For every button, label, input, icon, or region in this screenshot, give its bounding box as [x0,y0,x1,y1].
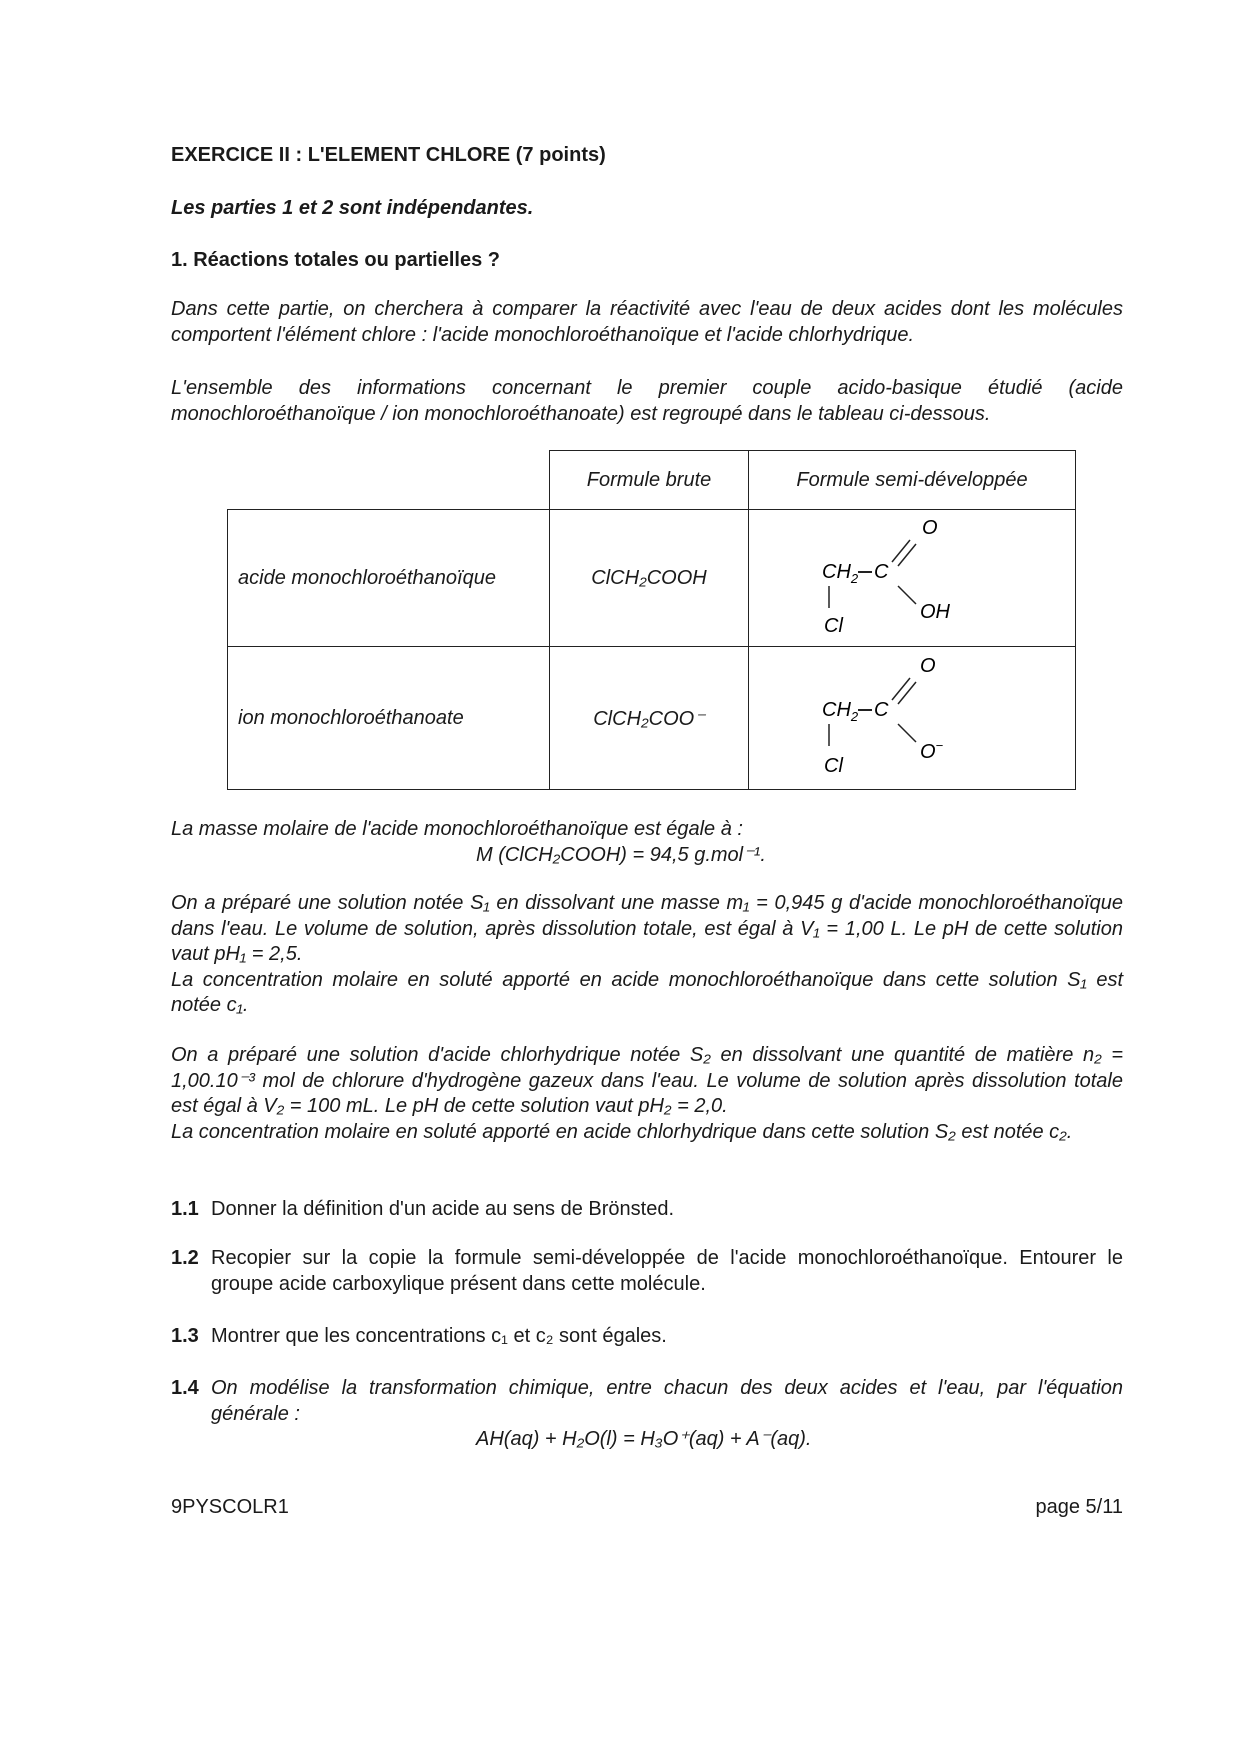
reaction-equation: AH(aq) + H₂O(l) = H₃O⁺(aq) + A⁻(aq). [476,1428,812,1450]
table-row [228,647,1076,790]
section-title: . Réactions totales ou partielles ? [182,249,500,271]
question-1-2 [171,1246,1123,1297]
intro-paragraph-2: L'ensemble des informations concernant le premier couple acido-basique étudié (acide monochloroéthanoïque / ion monochloroéthanoate) est regroupé dans le tableau ci-dessous. [171,377,1123,425]
header-formule-brute: Formule brute [550,451,749,510]
carbon-label: C [874,698,889,721]
question-text: Montrer que les concentrations c₁ et c₂ sont égales. [211,1325,667,1347]
question-number: 1.1 [171,1198,199,1220]
table-header-row [228,451,1076,510]
row-name: ion monochloroéthanoate [228,647,550,790]
table-corner [228,451,550,510]
ch2-label: $CH_2$ [822,698,859,724]
o-minus-label: O− [920,737,944,763]
table-row [228,510,1076,647]
carbon-label: C [874,561,889,583]
solution-s2-block [171,1043,1123,1145]
acid-structure-diagram [812,510,1012,640]
row-name: acide monochloroéthanoïque [228,510,550,647]
oxygen-label: O [922,517,938,539]
molar-mass-text: La masse molaire de l'acide monochloroéthanoïque est égale à : [171,818,743,840]
question-text: Donner la définition d'un acide au sens de Brönsted. [211,1198,675,1220]
exercise-title: EXERCICE II : L'ELEMENT CHLORE (7 points) [171,144,606,166]
row-formule-semi [749,647,1076,790]
s2-paragraph-2: La concentration molaire en soluté apporté en acide chlorhydrique dans cette solution S₂ est notée c₂. [171,1120,1073,1143]
question-1-1 [171,1197,1123,1223]
question-number: 1.4 [171,1377,199,1399]
s1-paragraph-2: La concentration molaire en soluté apporté en acide monochloroéthanoïque dans cette solution S₁ est notée c₁. [171,968,1123,1016]
s2-paragraph-1: On a préparé une solution d'acide chlorhydrique notée S₂ en dissolvant une quantité de matière n₂ = 1,00.10⁻³ mol de chlorure d'hydrogène gazeux dans l'eau. Le volume de solution après dissolution totale est égal à V₂ = 100 mL. Le pH de cette solution vaut pH₂ = 2,0. [171,1044,1123,1117]
intro-paragraph-1: Dans cette partie, on cherchera à comparer la réactivité avec l'eau de deux acides dont les molécules comportent l'élément chlore : l'acide monochloroéthanoïque et l'acide chlorhydrique. [171,298,1123,346]
solution-s1-block [171,891,1123,1019]
ch2-label: $CH_2$ [822,561,859,586]
section-heading [171,248,1123,274]
s1-paragraph-1: On a préparé une solution notée S₁ en dissolvant une masse m₁ = 0,945 g d'acide monochloroéthanoïque dans l'eau. Le volume de solution, après dissolution totale, est égal à V₁ = 1,00 L. Le pH de cette solution vaut pH₁ = 2,5. [171,892,1123,965]
chlorine-label: Cl [824,615,843,637]
question-text: On modélise la transformation chimique, entre chacun des deux acides et l'eau, par l'équation générale : [211,1377,1123,1425]
header-formule-semi: Formule semi-développée [749,451,1076,510]
row-formule-brute: ClCH₂COOH [550,510,749,647]
footer-code: 9PYSCOLR1 [171,1496,289,1518]
question-number: 1.3 [171,1325,199,1347]
molar-mass-block [171,817,1123,868]
oh-label: OH [920,601,950,623]
question-1-4 [171,1376,1123,1453]
section-number: 1 [171,249,183,271]
question-number: 1.2 [171,1247,199,1269]
question-text: Recopier sur la copie la formule semi-développée de l'acide monochloroéthanoïque. Entourer le groupe acide carboxylique présent dans cette molécule. [211,1247,1123,1295]
question-1-3 [171,1324,1123,1350]
subtitle: Les parties 1 et 2 sont indépendantes. [171,197,534,219]
ion-structure-diagram [812,648,1012,783]
chlorine-label: Cl [824,754,843,777]
row-formule-brute: ClCH₂COO⁻ [550,647,749,790]
molar-mass-formula: M (ClCH₂COOH) = 94,5 g.mol⁻¹. [476,843,766,866]
footer-page-number: page 5/11 [1035,1496,1123,1518]
row-formule-semi [749,510,1076,647]
acid-base-table [227,450,1076,790]
oxygen-label: O [920,654,936,677]
